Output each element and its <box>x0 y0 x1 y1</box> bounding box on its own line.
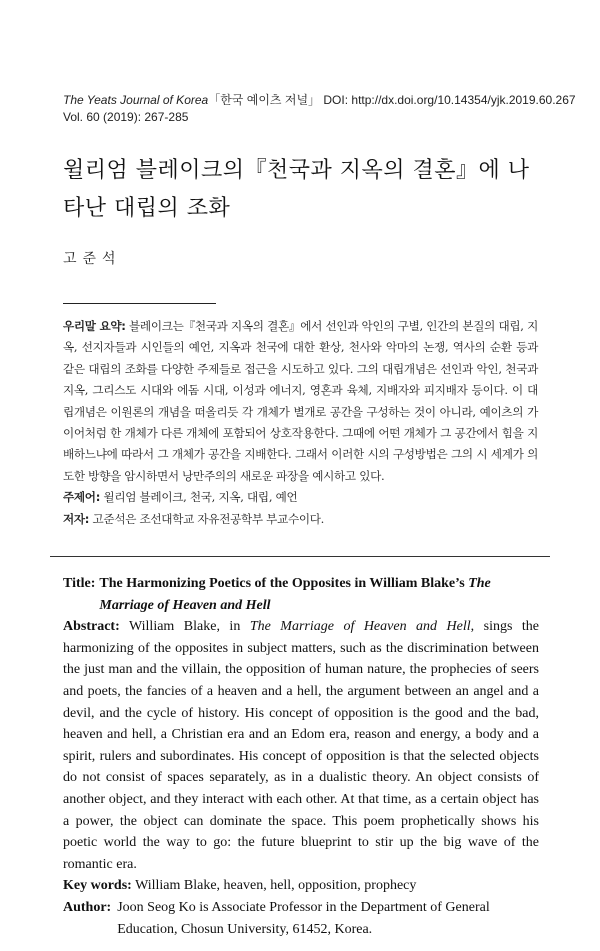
korean-keywords-text: 윌리엄 블레이크, 천국, 지옥, 대립, 예언 <box>100 490 298 505</box>
english-author-label: Author: <box>63 899 112 915</box>
article-author-ko: 고준석 <box>63 251 122 267</box>
english-author-text: Joon Seog Ko is Associate Professor in the Department of General Education, Chosun University, 61452, Korea. <box>117 899 490 937</box>
english-keywords <box>63 875 539 897</box>
korean-author-text: 고준석은 조선대학교 자유전공학부 부교수이다. <box>89 511 325 526</box>
english-abstract-label: Abstract: <box>63 619 120 635</box>
english-title-italic: The Marriage of Heaven and Hell <box>99 576 491 613</box>
english-author <box>63 897 539 940</box>
korean-abstract-label: 우리말 요약: <box>63 319 126 333</box>
korean-author-label: 저자: <box>63 511 90 526</box>
journal-citation-line <box>63 93 583 108</box>
english-abstract-block <box>63 573 539 940</box>
english-title <box>63 573 539 616</box>
english-keywords-text: William Blake, heaven, hell, opposition, prophecy <box>131 878 417 894</box>
english-title-text-wrap <box>95 573 539 616</box>
volume-line: Vol. 60 (2019): 267-285 <box>63 110 189 124</box>
korean-abstract <box>63 316 538 487</box>
english-abstract-italic: The Marriage of Heaven and Hell <box>249 619 471 635</box>
korean-keywords-label: 주제어: <box>63 490 101 505</box>
english-keywords-label: Key words: <box>63 878 132 894</box>
article-title-ko: 윌리엄 블레이크의『천국과 지옥의 결혼』에 나타난 대립의 조화 <box>63 158 530 221</box>
journal-name-en: The Yeats Journal of Korea <box>63 93 209 107</box>
korean-abstract-text: 블레이크는『천국과 지옥의 결혼』에서 선인과 악인의 구별, 인간의 본질의 대립, 지옥, 선지자들과 시인들의 예언, 지옥과 천국에 대한 환상, 천사와 악마의 논쟁, 역사의 순환 등과 같은 대립의 조화를 다양한 주제들로 접근을 시도하고 있다. 그의 대립개념은 선인과 악인, 천국과 지옥, 그리스도 시대와 에돔 시대, 이성과 에너지, 영혼과 육체, 지배자와 피지배자 등이다. 이 대립개념은 이원론의 개념을 떠올리듯 각 개체가 별개로 공간을 구성하는 것이 아니라, 예이츠의 가이어처럼 한 개체가 다른 개체에 포함되어 상호작용한다. 그때에 어떤 개체가 그 공간에서 힘을 지배하느냐에 따라서 그 개체가 공간을 지배한다. 그래서 이러한 시의 구성방법은 그의 시 세계가 의도한 방향을 암시하면서 낭만주의의 새로운 파장을 예시하고 있다. <box>63 319 538 483</box>
english-abstract <box>63 616 539 875</box>
short-rule <box>63 303 216 304</box>
korean-abstract-block <box>63 316 538 530</box>
english-title-text: The Harmonizing Poetics of the Opposites in William Blake’s <box>99 576 469 591</box>
korean-keywords <box>63 487 538 508</box>
doi-text: DOI: http://dx.doi.org/10.14354/yjk.2019.60.267 <box>323 93 576 107</box>
english-title-label: Title: <box>63 576 96 591</box>
korean-author <box>63 509 538 530</box>
english-abstract-pre: William Blake, in <box>119 619 250 635</box>
journal-name-ko: 「한국 예이츠 저널」 <box>208 93 321 107</box>
section-divider <box>50 556 550 557</box>
english-abstract-post: , sings the harmonizing of the opposites in subject matters, such as the discrimination between the just man and the villain, the opposition of human nature, the prophecies of seers and poets, the fancies of a heaven and a hell, the argument between an angel and a devil, and the cycle of history. His concept of opposition is the good and the bad, heaven and hell, a Christian era and an Edom era, reason and energy, a body and a spirit, rulers and subordinates. His concept of opposition is that the selected objects do not consist of spaces separately, as in a dualistic theory. An object consists of another object, and they interact with each other. At that time, as a certain object has a power, the object can dominate the space. This poem prophetically shows his poetic world the way to go: the future blueprint to stir up the big wave of the romantic era. <box>63 619 539 872</box>
